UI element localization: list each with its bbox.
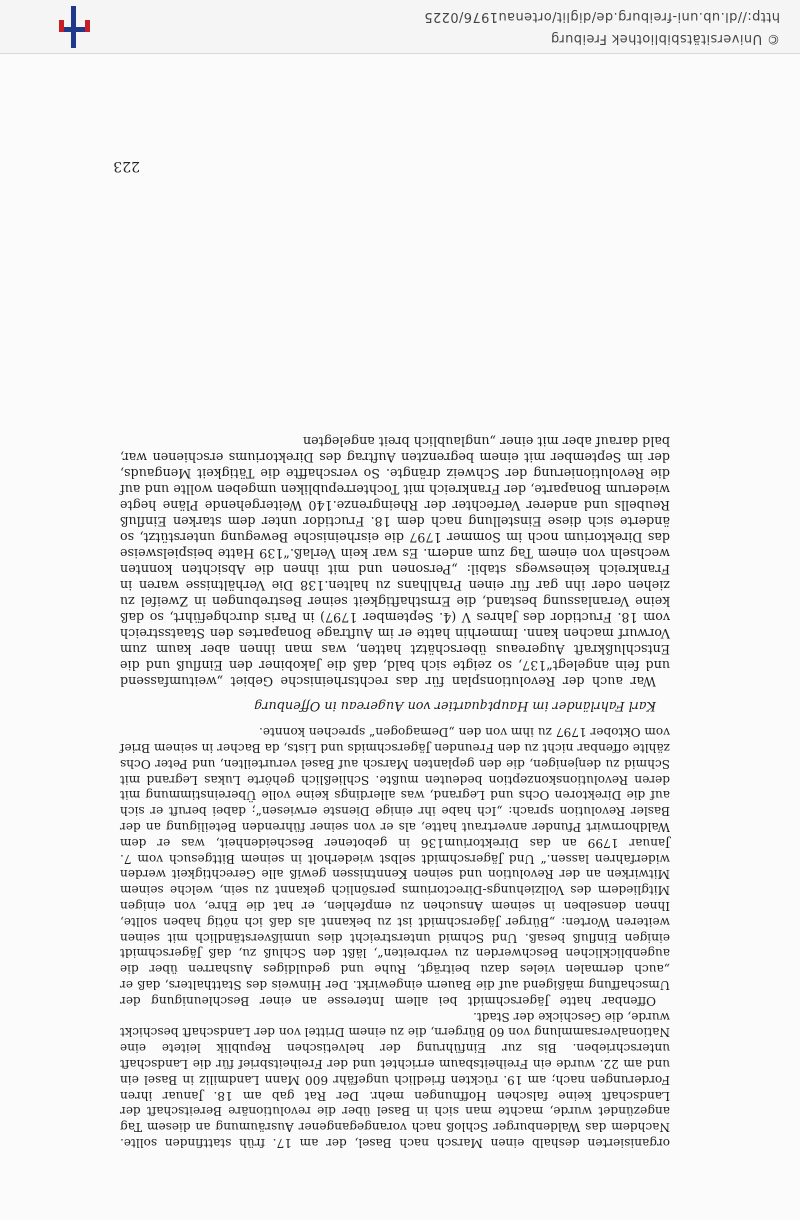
paragraph-2: Offenbar hatte Jägerschmidt bei allem Interesse an einer Beschleunigung der Umschaffung mäßigend auf die Bauern eingewirkt. Der Hinweis des Statthalters, daß er „auch dermalen vieles dazu beiträgt, Ruhe und geduldiges Ausharren über die augenblicklichen Beschwerden zu verbreiten“, läßt den Schluß zu, daß Jägerschmidt einigen Einfluß besaß. Und Schmid unterstreicht dies unmißverständlich mit seinen weiteren Worten: „Bürger Jägerschmidt ist zu bekannt als daß ich nötig haben sollte, Ihnen denselben in seinem Ansuchen zu empfehlen, er hat die Ehre, von einigen Mitgliedern des Vollziehungs-Directoriums persönlich gekannt zu sein, welche seinem Mitwirken an der Revolution und seinen Kenntnissen gewiß alle Gerechtigkeit werden widerfahren lassen.“ Und Jägerschmidt selbst wiederholt in seinem Bittgesuch vom 7. Januar 1799 an das Direktorium136 in gebotener Bescheidenheit, was er dem Waldhornwirt Pfunder anvertraut hatte, als er von seiner führenden Beteiligung an der Basler Revolution sprach: „Ich habe ihr einige Dienste erwiesen“; dabei beruft er sich auf die Direktoren Ochs und Legrand, was allerdings keine volle Übereinstimmung mit deren Revolutionskonzeption bedeuten mußte. Schließlich gehörte Lukas Legrand mit Schmid zu denjenigen, die den geplanten Marsch auf Basel verurteilten, und Peter Ochs zählte offenbar nicht zu den Freunden Jägerschmids und Lists, da Bacher in seinem Brief vom Oktober 1797 zu ihm von den „Demagogen“ sprechen konnte. [120, 725, 670, 1008]
body-text [120, 433, 670, 1150]
source-url[interactable]: http://dl.ub.uni-freiburg.de/diglit/ortenau1976/0225 [423, 9, 780, 24]
paragraph-3: War auch der Revolutionsplan für das rechtsrheinische Gebiet „weitumfassend und fein angelegt“137, so zeigte sich bald, daß die Jakobiner den Einfluß und die Entschlußkraft Augereaus überschätzt hatten, was man ihnen aber kaum zum Vorwurf machen kann. Immerhin hatte er im Auftrage Bonapartes den Staatsstreich vom 18. Fructidor des Jahres V (4. September 1797) in Paris durchgeführt, so daß keine Veranlassung bestand, die Ernsthaftigkeit seiner Bestrebungen in Zweifel zu ziehen oder ihn gar für einen Prahlhans zu halten.138 Die Verhältnisse waren in Frankreich keineswegs stabil: „Personen und mit ihnen die Absichten konnten wechseln von einem Tag zum andern. Es war kein Verlaß.“139 Hatte beispielsweise das Direktorium noch im Sommer 1797 die eisrheinische Bewegung unterstützt, so änderte sich diese Einstellung nach dem 18. Fructidor unter dem starken Einfluß Reubells und anderer Verfechter der Rheingrenze.140 Weitergehende Pläne hegte wiederum Bonaparte, der Frankreich mit Tochterrepubliken umgeben wollte und auf die Revolutionierung der Schweiz drängte. So verschaffte die Tätigkeit Mengauds, der im September mit einem begrenzten Auftrag des Direktoriums erschienen war, bald darauf aber mit einer „unglaublich breit angelegten [120, 433, 670, 690]
page-number: 223 [113, 158, 140, 174]
book-page [0, 54, 800, 1220]
library-watermark: © Universitätsbibliothek Freiburg [550, 31, 780, 46]
university-library-logo-icon [52, 6, 96, 48]
paragraph-1: organisierten deshalb einen Marsch nach Basel, der am 17. früh stattfinden sollte. Nachdem das Waldenburger Schloß nach vorangegangener Ausräumung an diesem Tag angezündet wurde, machte man sich in Basel über die revolutionäre Bereitschaft der Landschaft keine falschen Hoffnungen mehr. Der Rat gab am 18. Januar ihren Forderungen nach; am 19. rückten friedlich ungefähr 600 Mann Landmiliz in Basel ein und am 22. wurde ein Freiheitsbaum errichtet und der Freiheitsbrief für die Landschaft unterschrieben. Bis zur Einführung der helvetischen Republik leitete eine Nationalversammlung von 60 Bürgern, die zu einem Drittel von der Landschaft beschickt wurde, die Geschicke der Stadt. [120, 1009, 670, 1150]
section-title: Karl Fahrländer im Hauptquartier von Augereau in Offenburg [254, 698, 656, 714]
